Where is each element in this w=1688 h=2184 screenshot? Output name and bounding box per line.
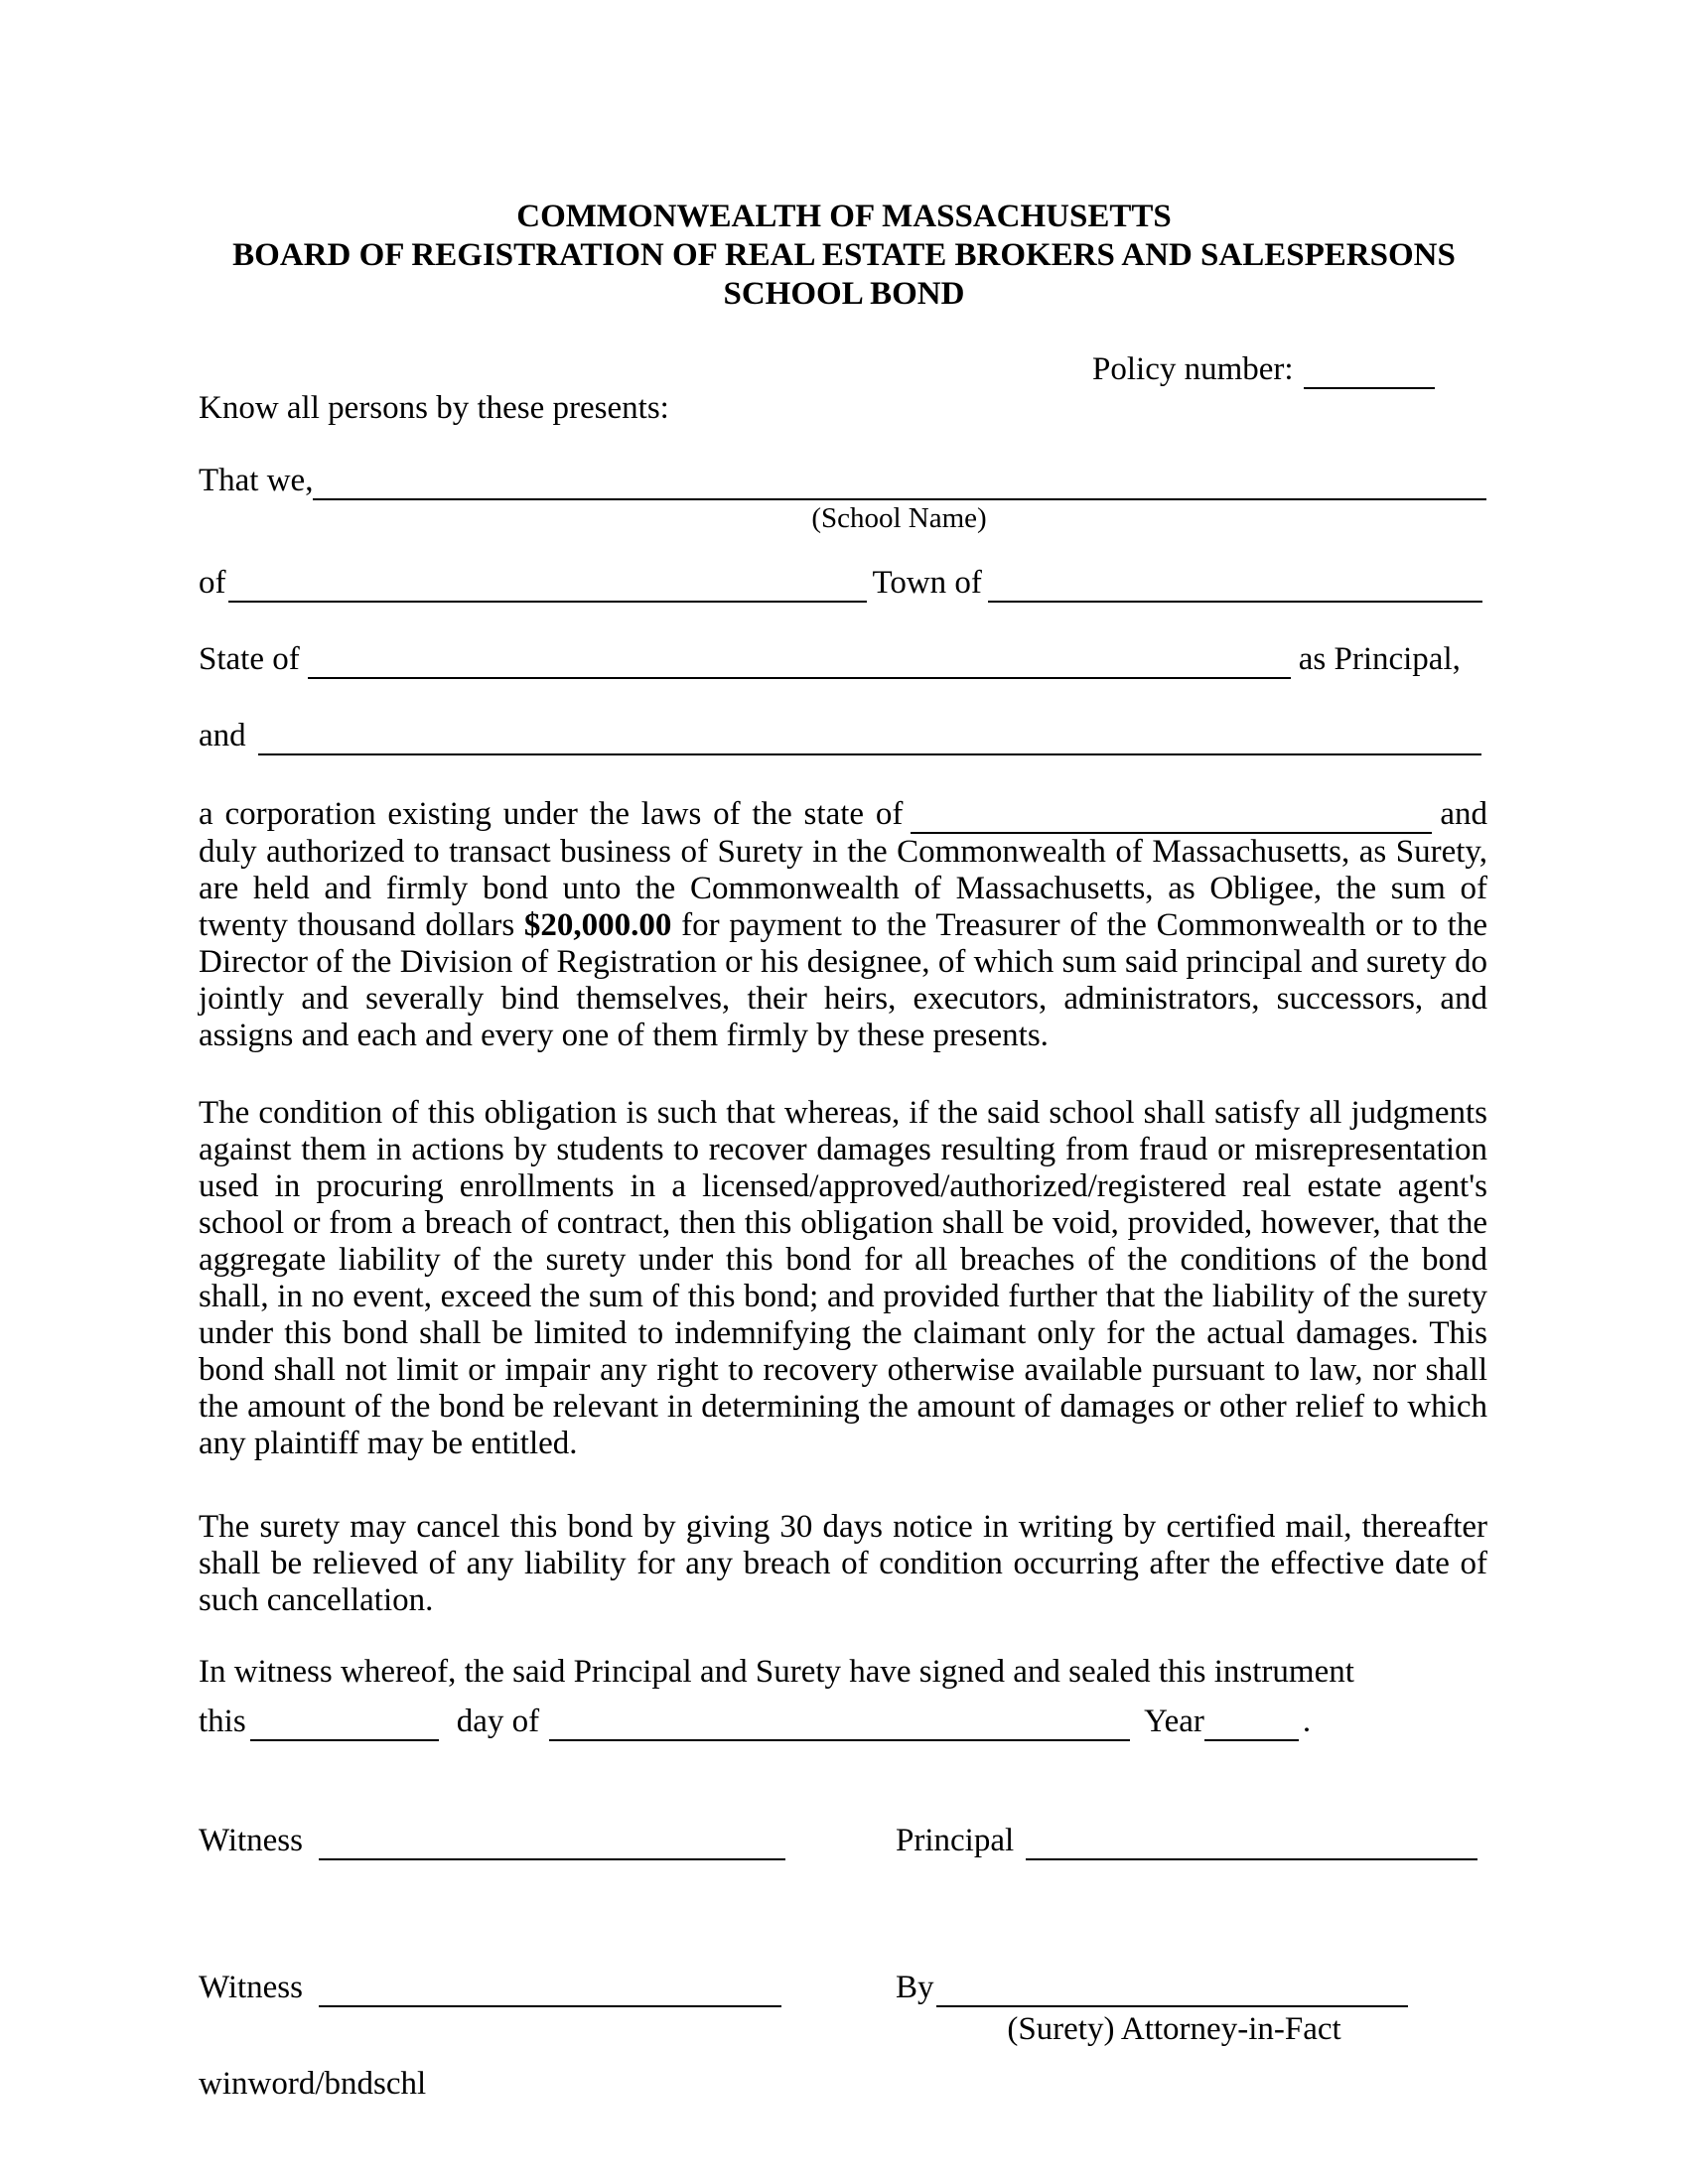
witness2-row xyxy=(199,1968,781,2007)
know-all-text: Know all persons by these presents: xyxy=(199,390,669,426)
paragraph-2-text: The condition of this obligation is such that whereas, if the said school shall satisfy all judgments against them in actions by students to recover damages resulting from fraud or misrepresentation used in procuring enrollments in a licensed/approved/authorized/registered real estate agent's school or from a breach of contract, then this obligation shall be void, provided, however, that the aggregate liability of the surety under this bond for all breaches of the conditions of the bond shall, in no event, exceed the sum of this bond; and provided further that the liability of the surety under this bond shall be limited to indemnifying the claimant only for the actual damages. This bond shall not limit or impair any right to recovery otherwise available pursuant to law, nor shall the amount of the bond be relevant in determining the amount of damages or other relief to which any plaintiff may be entitled. xyxy=(199,1095,1487,1461)
principal-row xyxy=(896,1821,1477,1860)
in-witness-text: In witness whereof, the said Principal and Surety have signed and sealed this instrument xyxy=(199,1654,1354,1690)
address-field[interactable] xyxy=(228,587,867,603)
by-label: By xyxy=(896,1970,934,2005)
bond-amount: $20,000.00 xyxy=(523,907,672,943)
attorney-in-fact-signature-field[interactable] xyxy=(936,1991,1408,2007)
know-all-line xyxy=(199,388,669,428)
day-field[interactable] xyxy=(250,1725,439,1741)
policy-number-label: Policy number: xyxy=(1092,351,1294,387)
as-principal-label: as Principal, xyxy=(1298,641,1461,677)
of-label: of xyxy=(199,565,226,601)
title-line-3: SCHOOL BOND xyxy=(723,276,965,312)
town-of-label: Town of xyxy=(872,565,982,601)
that-we-row xyxy=(199,461,1486,500)
state-row xyxy=(199,639,1461,679)
state-of-label: State of xyxy=(199,641,300,677)
doc-reference: winword/bndschl xyxy=(199,2066,427,2102)
school-name-caption: (School Name) xyxy=(811,502,987,534)
that-we-label: That we, xyxy=(199,463,314,498)
surety-name-field[interactable] xyxy=(258,740,1481,755)
in-witness-line xyxy=(199,1652,1354,1692)
paragraph-cancellation xyxy=(199,1509,1487,1619)
year-field[interactable] xyxy=(1204,1725,1299,1741)
surety-attorney-caption: (Surety) Attorney-in-Fact xyxy=(1007,2011,1341,2047)
document-title xyxy=(0,198,1688,314)
period-text: . xyxy=(1302,1704,1312,1739)
and-row xyxy=(199,716,1481,755)
witness1-label: Witness xyxy=(199,1823,303,1858)
paragraph-obligation xyxy=(199,796,1487,1054)
execution-date-row xyxy=(199,1702,1311,1741)
town-field[interactable] xyxy=(988,587,1482,603)
state-field[interactable] xyxy=(308,663,1291,679)
witness1-row xyxy=(199,1821,785,1860)
day-of-label: day of xyxy=(456,1704,540,1739)
year-label: Year xyxy=(1144,1704,1204,1739)
principal-label: Principal xyxy=(896,1823,1015,1858)
witness1-signature-field[interactable] xyxy=(319,1844,785,1860)
witness2-label: Witness xyxy=(199,1970,303,2005)
witness2-signature-field[interactable] xyxy=(319,1991,781,2007)
month-field[interactable] xyxy=(549,1725,1130,1741)
paragraph-1-lead: a corporation existing under the laws of the state of xyxy=(199,796,904,832)
title-line-2: BOARD OF REGISTRATION OF REAL ESTATE BROKERS AND SALESPERSONS xyxy=(232,237,1456,273)
school-name-caption-wrap xyxy=(311,501,1487,535)
policy-number-field[interactable] xyxy=(1304,373,1435,389)
and-label: and xyxy=(199,718,246,753)
paragraph-1-mid: and duly authorized to transact business of Surety in the Commonwealth of Massachusetts, as Surety, are held and firmly bond unto the Commonwealth of Massachusetts, as Obligee, the sum of twenty thousand dollars xyxy=(199,796,1487,943)
paragraph-3-text: The surety may cancel this bond by giving 30 days notice in writing by certified mail, thereafter shall be relieved of any liability for any breach of condition occurring after the effective date of such cancellation. xyxy=(199,1509,1487,1618)
policy-number-row xyxy=(1092,349,1435,389)
title-line-1: COMMONWEALTH OF MASSACHUSETTS xyxy=(516,199,1172,234)
paragraph-condition xyxy=(199,1095,1487,1462)
footer-row xyxy=(199,2064,426,2104)
surety-caption-wrap xyxy=(938,2009,1410,2049)
by-row xyxy=(896,1968,1408,2007)
principal-signature-field[interactable] xyxy=(1026,1844,1477,1860)
this-label: this xyxy=(199,1704,246,1739)
paragraph-1-tail: for payment to the Treasurer of the Commonwealth or to the Director of the Division of Registration or his designee, of which sum said principal and surety do jointly and severally bind themselves, their heirs, executors, administrators, successors, and assigns and each and every one of them firmly by these presents. xyxy=(199,907,1487,1053)
state-of-incorporation-field[interactable] xyxy=(911,818,1432,834)
of-town-row xyxy=(199,563,1482,603)
school-name-field[interactable] xyxy=(313,484,1486,500)
